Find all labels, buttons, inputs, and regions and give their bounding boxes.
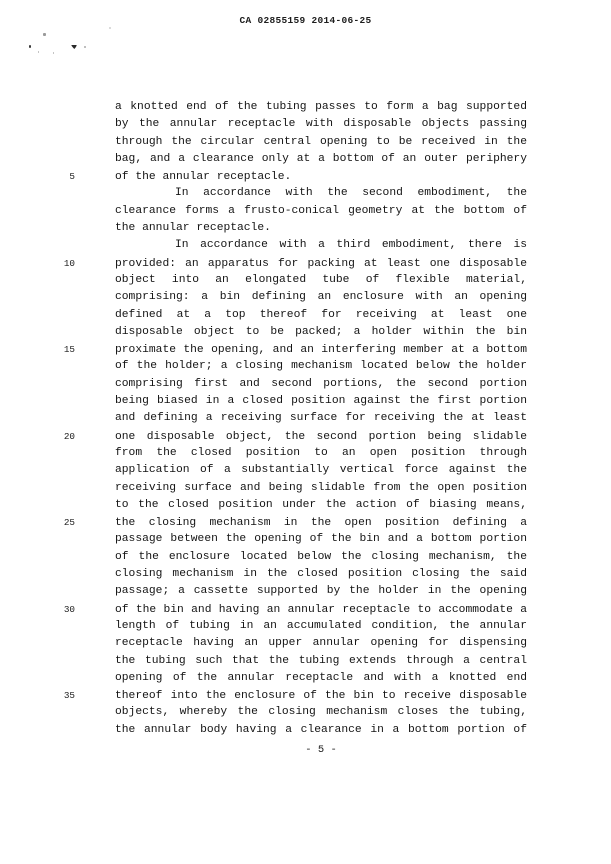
text-line-row [0,393,611,410]
text-line-row [0,704,611,721]
text-line: In accordance with the second embodiment, the [175,187,527,200]
text-line-row [0,116,611,133]
text-line-row [0,272,611,289]
text-line-row [0,289,611,306]
text-line-row [0,722,611,739]
scan-speck [109,27,111,29]
text-line-row [0,307,611,324]
text-line-row [0,462,611,479]
text-line: receptacle having an upper annular opening for dispensing [115,637,527,650]
text-line-row [0,185,611,202]
text-line: receiving surface and being slidable from the open position [115,481,527,494]
text-line-row [0,358,611,375]
text-line: clearance forms a frusto-conical geometry at the bottom of [115,204,527,217]
text-line: passage; a cassette supported by the holder in the opening [115,585,527,598]
text-line-row [0,618,611,635]
text-line: a knotted end of the tubing passes to form a bag supported [115,101,527,113]
text-line-row [0,341,611,358]
line-number: 30 [63,603,75,615]
text-line: the tubing such that the tubing extends through a central [115,654,527,667]
text-line-row [0,445,611,462]
text-line: opening of the annular receptacle and with a knotted end [115,671,527,684]
text-line: the closing mechanism in the open position defining a [115,517,527,530]
text-line: passage between the opening of the bin and a bottom portion [115,533,527,546]
text-line-row [0,151,611,168]
text-line: to the closed position under the action of biasing means, [115,498,527,511]
text-line-row [0,220,611,237]
scan-speck [29,45,31,48]
text-line: of the annular receptacle. [115,171,292,184]
text-line: being biased in a closed position against the first portion [115,395,527,408]
text-line: disposable object to be packed; a holder within the bin [115,325,527,338]
text-line: bag, and a clearance only at a bottom of an outer periphery [115,152,527,165]
text-line: object into an elongated tube of flexible material, [115,273,527,286]
text-line: and defining a receiving surface for receiving the at least [115,412,527,425]
line-number: 10 [63,257,75,269]
text-line-row [0,583,611,600]
text-line-row [0,168,611,185]
line-number: 5 [69,171,75,183]
text-line: from the closed position to an open position through [115,446,527,459]
text-line-row [0,99,611,116]
text-line-row [0,635,611,652]
text-line-row [0,376,611,393]
text-line-row [0,324,611,341]
text-line: application of a substantially vertical force against the [115,464,527,477]
text-line: proximate the opening, and an interfering member at a bottom [115,344,527,357]
text-line-row [0,428,611,445]
scan-speck [84,46,86,48]
text-line-row [0,497,611,514]
text-line: provided: an apparatus for packing at least one disposable [115,257,527,270]
text-line: of the bin and having an annular receptacle to accommodate a [115,603,527,616]
text-line: the annular receptacle. [115,222,271,235]
text-line: by the annular receptacle with disposable objects passing [115,118,527,131]
text-line: of the holder; a closing mechanism located below the holder [115,360,527,373]
text-line: length of tubing in an accumulated condition, the annular [115,619,527,632]
text-line-row [0,134,611,151]
text-line-row [0,531,611,548]
text-line-row [0,410,611,427]
scan-speck [53,52,54,54]
text-line: through the circular central opening to be received in the [115,135,527,148]
scan-speck [38,51,39,53]
text-line-row [0,549,611,566]
text-line: comprising: a bin defining an enclosure with an opening [115,291,527,304]
scan-speck [43,33,46,36]
text-line: In accordance with a third embodiment, there is [175,239,527,252]
text-line-row [0,514,611,531]
text-line-row [0,653,611,670]
line-number: 25 [63,517,75,529]
text-line: of the enclosure located below the closing mechanism, the [115,550,527,563]
line-number: 35 [63,690,75,702]
text-lines [0,99,611,739]
text-line-row [0,601,611,618]
text-line: the annular body having a clearance in a bottom portion of [115,723,527,736]
text-line-row [0,670,611,687]
text-line-row [0,255,611,272]
text-line-row [0,237,611,254]
line-number: 15 [63,344,75,356]
text-line: one disposable object, the second portion being slidable [115,430,527,443]
text-line-row [0,203,611,220]
text-line-row [0,566,611,583]
text-line: defined at a top thereof for receiving at least one [115,308,527,321]
text-line: closing mechanism in the closed position closing the said [115,568,527,581]
scan-speck [71,45,77,49]
text-line: thereof into the enclosure of the bin to receive disposable [115,690,527,703]
line-number: 20 [63,430,75,442]
document-header: CA 02855159 2014-06-25 [239,15,372,26]
text-line-row [0,480,611,497]
text-line: comprising first and second portions, the second portion [115,377,527,390]
text-line-row [0,687,611,704]
text-line: objects, whereby the closing mechanism closes the tubing, [115,706,527,719]
page-number: - 5 - [305,744,337,756]
